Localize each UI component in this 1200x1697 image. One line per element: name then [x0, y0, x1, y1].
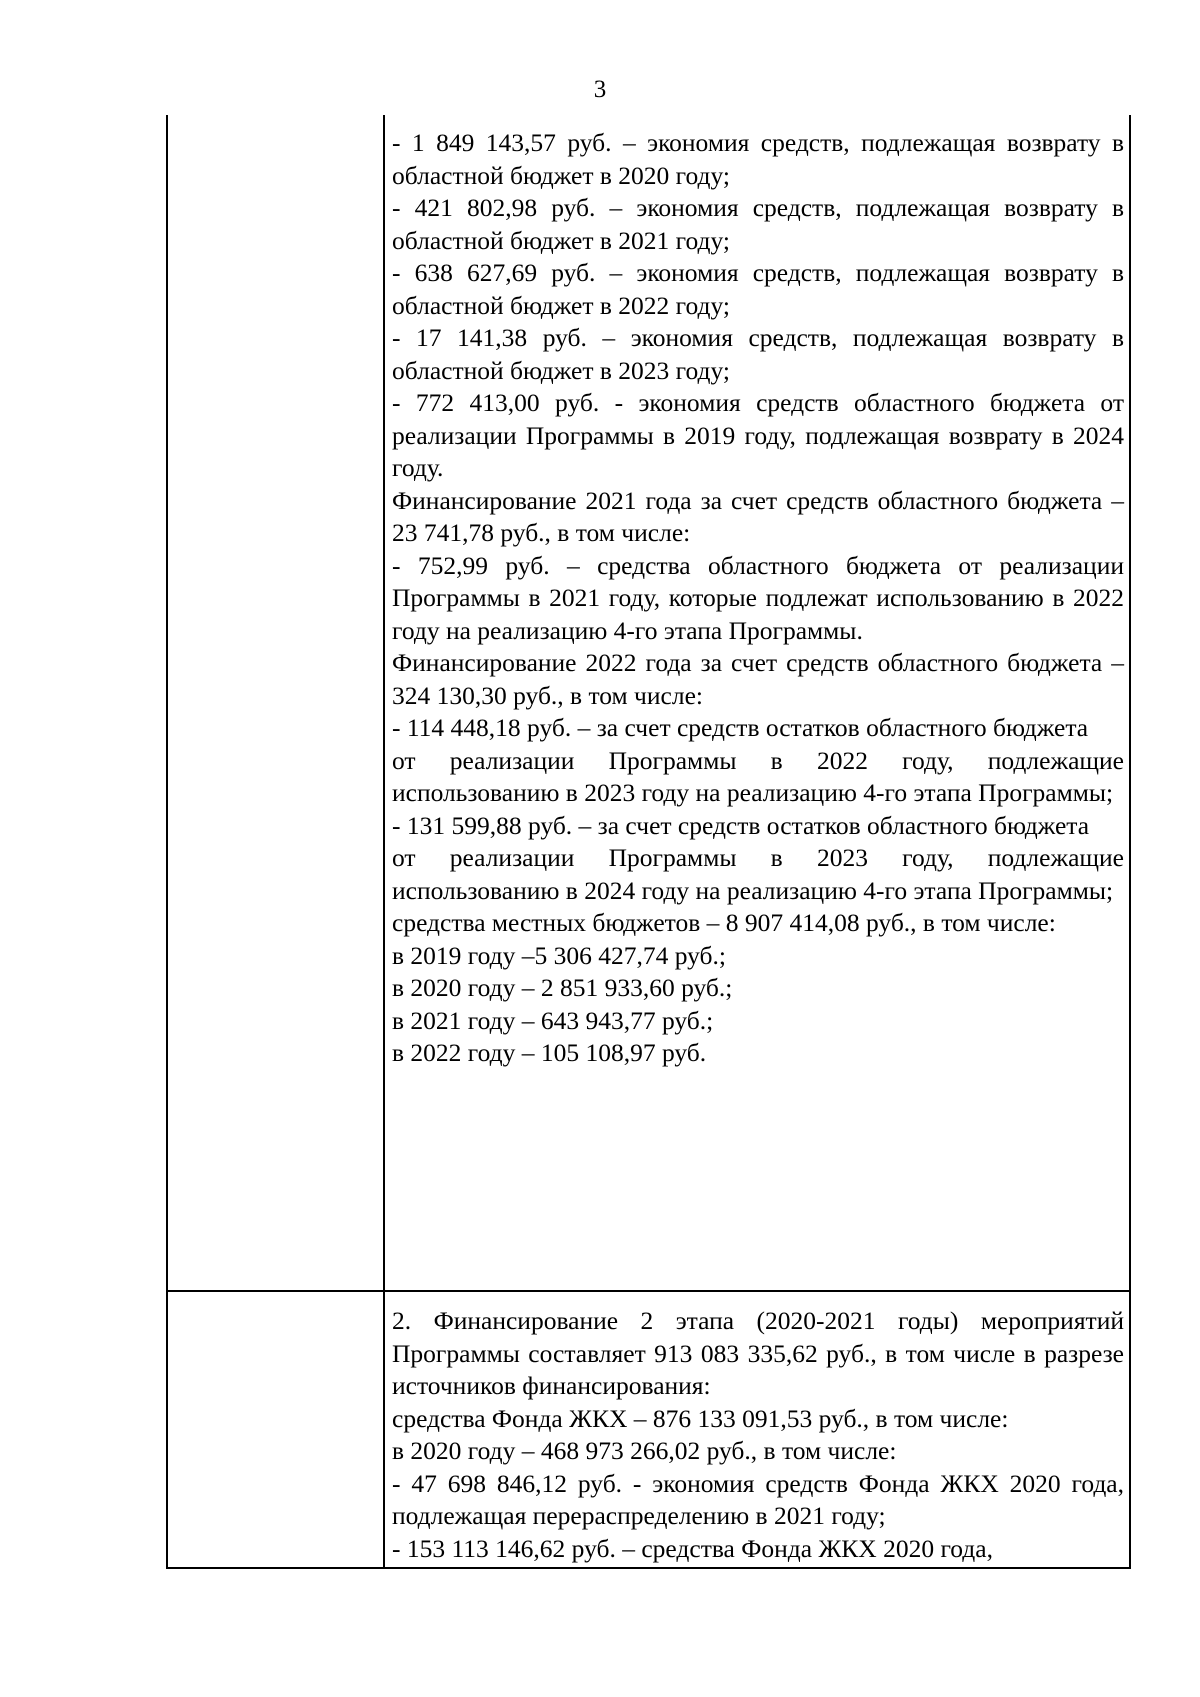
paragraph: - 772 413,00 руб. - экономия средств областного бюджета от реализации Программы в 2019 году, подлежащая возврату в 2024 году. — [392, 388, 1124, 482]
paragraph: в 2022 году – 105 108,97 руб. — [392, 1038, 707, 1067]
table-label-cell — [167, 115, 384, 1291]
paragraph: в 2021 году – 643 943,77 руб.; — [392, 1005, 714, 1035]
stage-two-financing-text — [392, 1305, 1124, 1565]
paragraph: Финансирование 2022 года за счет средств областного бюджета – 324 130,30 руб., в том числе: — [392, 648, 1124, 710]
paragraph: - 131 599,88 руб. – за счет средств остатков областного бюджета — [392, 810, 1090, 840]
table-content-cell — [384, 115, 1130, 1291]
paragraph: - 752,99 руб. – средства областного бюджета от реализации Программы в 2021 году, которые подлежат использованию в 2022 году на реализацию 4-го этапа Программы. — [392, 550, 1124, 645]
paragraph: - 153 113 146,62 руб. – средства Фонда ЖКХ 2020 года, — [392, 1533, 993, 1563]
table-content-cell — [384, 1291, 1130, 1568]
paragraph: Финансирование 2021 года за счет средств областного бюджета – 23 741,78 руб., в том числе: — [392, 485, 1124, 547]
paragraph: - 421 802,98 руб. – экономия средств, подлежащая возврату в областной бюджет в 2021 году; — [392, 193, 1124, 255]
paragraph: средства местных бюджетов – 8 907 414,08 руб., в том числе: — [392, 908, 1056, 937]
paragraph: - 114 448,18 руб. – за счет средств остатков областного бюджета — [392, 713, 1089, 742]
paragraph: - 47 698 846,12 руб. - экономия средств Фонда ЖКХ 2020 года, подлежащая перераспределению в 2021 году; — [392, 1468, 1124, 1530]
paragraph: средства Фонда ЖКХ – 876 133 091,53 руб., в том числе: — [392, 1403, 1009, 1433]
page-number: 3 — [593, 76, 607, 103]
paragraph: в 2019 году –5 306 427,74 руб.; — [392, 940, 726, 970]
paragraph: - 17 141,38 руб. – экономия средств, подлежащая возврату в областной бюджет в 2023 году; — [392, 323, 1124, 385]
paragraph: в 2020 году – 468 973 266,02 руб., в том числе: — [392, 1436, 897, 1465]
paragraph: - 638 627,69 руб. – экономия средств, подлежащая возврату в областной бюджет в 2022 году; — [392, 258, 1124, 320]
paragraph: от реализации Программы в 2022 году, подлежащие использованию в 2023 году на реализацию 4-го этапа Программы; — [392, 745, 1124, 807]
paragraph: в 2020 году – 2 851 933,60 руб.; — [392, 973, 733, 1002]
financing-details-text — [392, 127, 1124, 1070]
table-row — [167, 1291, 1130, 1568]
paragraph: от реализации Программы в 2023 году, подлежащие использованию в 2024 году на реализацию 4-го этапа Программы; — [392, 843, 1124, 905]
table-label-cell — [167, 1291, 384, 1568]
passport-table — [166, 115, 1131, 1569]
table-row — [167, 115, 1130, 1291]
paragraph: 2. Финансирование 2 этапа (2020-2021 годы) мероприятий Программы составляет 913 083 335,62 руб., в том числе в разрезе источников финансирования: — [392, 1306, 1124, 1400]
paragraph: - 1 849 143,57 руб. – экономия средств, подлежащая возврату в областной бюджет в 2020 году; — [392, 128, 1124, 190]
